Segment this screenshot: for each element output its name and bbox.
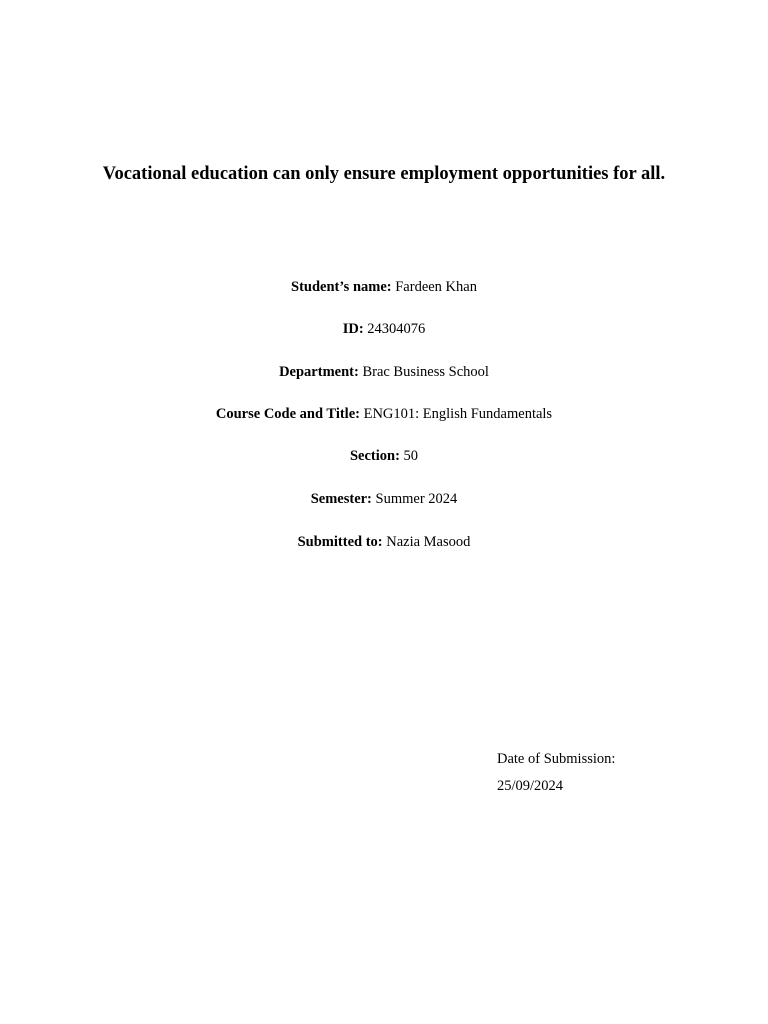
course-label: Course Code and Title: (215, 406, 360, 422)
submitted-to-value: Nazia Masood (386, 534, 471, 550)
submission-date-value: 25/09/2024 (497, 778, 564, 794)
course-line (0, 404, 768, 424)
student-name-line (0, 277, 768, 297)
department-value: Brac Business School (362, 364, 489, 380)
department-label: Department: (279, 364, 359, 380)
section-label: Section: (349, 448, 400, 464)
department-line (0, 362, 768, 382)
submission-date-label: Date of Submission: (497, 751, 616, 767)
section-line (0, 446, 768, 466)
semester-line (0, 489, 768, 509)
section-value: 50 (403, 448, 419, 464)
semester-value: Summer 2024 (375, 491, 458, 507)
submitted-to-label: Submitted to: (297, 534, 383, 550)
course-value: ENG101: English Fundamentals (363, 406, 553, 422)
student-name-label: Student’s name: (291, 279, 392, 295)
student-id-value: 24304076 (367, 321, 426, 337)
submitted-to-line (0, 532, 768, 552)
student-id-line (0, 319, 768, 339)
document-title: Vocational education can only ensure employment opportunities for all. (102, 164, 666, 184)
student-name-value: Fardeen Khan (395, 279, 477, 295)
semester-label: Semester: (310, 491, 372, 507)
student-id-label: ID: (342, 321, 364, 337)
